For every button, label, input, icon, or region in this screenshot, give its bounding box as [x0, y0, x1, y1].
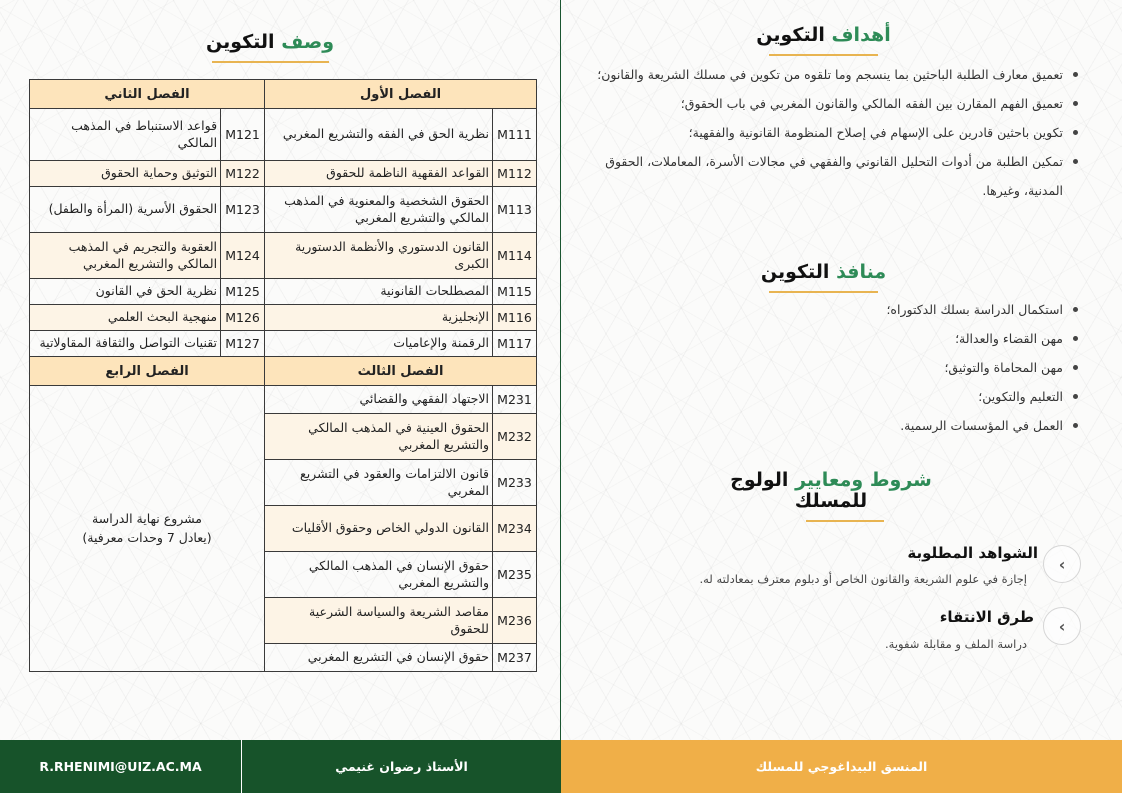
right-page	[561, 0, 1122, 740]
course-code: M112	[493, 161, 537, 187]
title-rest: التكوين	[760, 261, 830, 283]
course-code: M116	[493, 305, 537, 331]
final-project-note: (يعادل 7 وحدات معرفية)	[82, 529, 212, 545]
table-row	[30, 279, 537, 305]
course-name: القانون الدستوري والأنظمة الدستورية الكبرى	[265, 233, 493, 279]
course-name: الاجتهاد الفقهي والقضائي	[265, 386, 493, 414]
course-name: مقاصد الشريعة والسياسة الشرعية للحقوق	[265, 598, 493, 644]
course-name: الحقوق الشخصية والمعنوية في المذهب المالكي والتشريع المغربي	[265, 187, 493, 233]
course-name: نظرية الحق في الفقه والتشريع المغربي	[265, 109, 493, 161]
description-title	[0, 32, 540, 53]
table-row	[30, 305, 537, 331]
title-underline	[212, 61, 329, 63]
title-rest: التكوين	[205, 31, 275, 53]
course-code: M121	[221, 109, 265, 161]
list-item: العمل في المؤسسات الرسمية.	[585, 411, 1085, 440]
item-desc: إجازة في علوم الشريعة والقانون الخاص أو دبلوم معترف بمعادلته له.	[699, 572, 1027, 586]
course-name: تقنيات التواصل والثقافة المقاولاتية	[30, 331, 221, 357]
outlets-list	[585, 295, 1085, 440]
expand-button[interactable]	[1043, 607, 1081, 645]
list-item: استكمال الدراسة بسلك الدكتوراه؛	[585, 295, 1085, 324]
course-code: M123	[221, 187, 265, 233]
title-underline	[806, 520, 884, 522]
footer-email[interactable]	[0, 740, 241, 793]
course-code: M234	[493, 506, 537, 552]
left-page	[0, 0, 560, 740]
admission-title	[561, 470, 1101, 512]
course-name: نظرية الحق في القانون	[30, 279, 221, 305]
list-item: مهن المحاماة والتوثيق؛	[585, 353, 1085, 382]
table-row	[30, 331, 537, 357]
expand-button[interactable]	[1043, 545, 1081, 583]
title-rest: الولوج	[730, 469, 789, 491]
title-accent: أهداف	[831, 24, 891, 46]
course-code: M124	[221, 233, 265, 279]
courses-table	[29, 79, 537, 672]
course-name: حقوق الإنسان في المذهب المالكي والتشريع المغربي	[265, 552, 493, 598]
course-code: M126	[221, 305, 265, 331]
course-code: M114	[493, 233, 537, 279]
title-accent: منافذ	[836, 261, 887, 283]
final-project-cell	[30, 386, 265, 672]
list-item: تعميق الفهم المقارن بين الفقه المالكي والقانون المغربي في باب الحقوق؛	[585, 89, 1085, 118]
objectives-list	[585, 60, 1085, 205]
semester-header-row	[30, 357, 537, 386]
course-name: الحقوق الأسرية (المرأة والطفل)	[30, 187, 221, 233]
course-code: M236	[493, 598, 537, 644]
table-row	[30, 386, 537, 414]
course-code: M115	[493, 279, 537, 305]
email-link[interactable]: R.RHENIMI@UIZ.AC.MA	[39, 759, 202, 774]
course-name: حقوق الإنسان في التشريع المغربي	[265, 644, 493, 672]
final-project-label: مشروع نهاية الدراسة	[92, 510, 202, 526]
list-item: تكوين باحثين قادرين على الإسهام في إصلاح المنظومة القانونية والفقهية؛	[585, 118, 1085, 147]
title-line2: للمسلك	[794, 489, 868, 512]
title-accent: وصف	[281, 31, 335, 53]
course-code: M111	[493, 109, 537, 161]
item-title: الشواهد المطلوبة	[907, 544, 1038, 562]
list-item: التعليم والتكوين؛	[585, 382, 1085, 411]
semester-header: الفصل الثاني	[30, 80, 265, 109]
footer-name	[241, 740, 561, 793]
semester-header: الفصل الثالث	[265, 357, 537, 386]
footer-role	[561, 740, 1122, 793]
chevron-left-icon: ‹	[1058, 554, 1066, 574]
course-name: القانون الدولي الخاص وحقوق الأقليات	[265, 506, 493, 552]
objectives-title	[561, 25, 1086, 46]
course-code: M122	[221, 161, 265, 187]
semester-header: الفصل الرابع	[30, 357, 265, 386]
course-name: العقوبة والتجريم في المذهب المالكي والتشريع المغربي	[30, 233, 221, 279]
coordinator-name: الأستاذ رضوان غنيمي	[335, 759, 468, 774]
course-code: M117	[493, 331, 537, 357]
course-name: القواعد الفقهية الناظمة للحقوق	[265, 161, 493, 187]
course-name: قواعد الاستنباط في المذهب المالكي	[30, 109, 221, 161]
course-name: منهجية البحث العلمي	[30, 305, 221, 331]
chevron-left-icon: ‹	[1058, 616, 1066, 636]
table-row	[30, 233, 537, 279]
title-rest: التكوين	[756, 24, 825, 46]
semester-header-row	[30, 80, 537, 109]
list-item: مهن القضاء والعدالة؛	[585, 324, 1085, 353]
item-desc: دراسة الملف و مقابلة شفوية.	[885, 637, 1027, 651]
course-name: التوثيق وحماية الحقوق	[30, 161, 221, 187]
item-title: طرق الانتقاء	[939, 608, 1034, 626]
table-row	[30, 109, 537, 161]
list-item: تمكين الطلبة من أدوات التحليل القانوني والفقهي في مجالات الأسرة، المعاملات، الحقوق المدنية، وغيرها.	[585, 147, 1085, 205]
course-code: M232	[493, 414, 537, 460]
list-item: تعميق معارف الطلبة الباحثين بما ينسجم وما تلقوه من تكوين في مسلك الشريعة والقانون؛	[585, 60, 1085, 89]
course-name: الرقمنة والإعاميات	[265, 331, 493, 357]
coordinator-role: المنسق البيداغوجي للمسلك	[755, 759, 928, 774]
course-name: المصطلحات القانونية	[265, 279, 493, 305]
semester-header: الفصل الأول	[265, 80, 537, 109]
course-name: قانون الالتزامات والعقود في التشريع المغربي	[265, 460, 493, 506]
title-accent: شروط ومعايير	[795, 469, 932, 491]
outlets-title	[561, 262, 1086, 283]
title-underline	[769, 54, 878, 56]
table-row	[30, 161, 537, 187]
title-underline	[769, 291, 878, 293]
table-row	[30, 187, 537, 233]
course-code: M237	[493, 644, 537, 672]
course-name: الحقوق العينية في المذهب المالكي والتشريع المغربي	[265, 414, 493, 460]
course-code: M233	[493, 460, 537, 506]
course-code: M125	[221, 279, 265, 305]
course-code: M127	[221, 331, 265, 357]
course-name: الإنجليزية	[265, 305, 493, 331]
course-code: M235	[493, 552, 537, 598]
course-code: M113	[493, 187, 537, 233]
course-code: M231	[493, 386, 537, 414]
